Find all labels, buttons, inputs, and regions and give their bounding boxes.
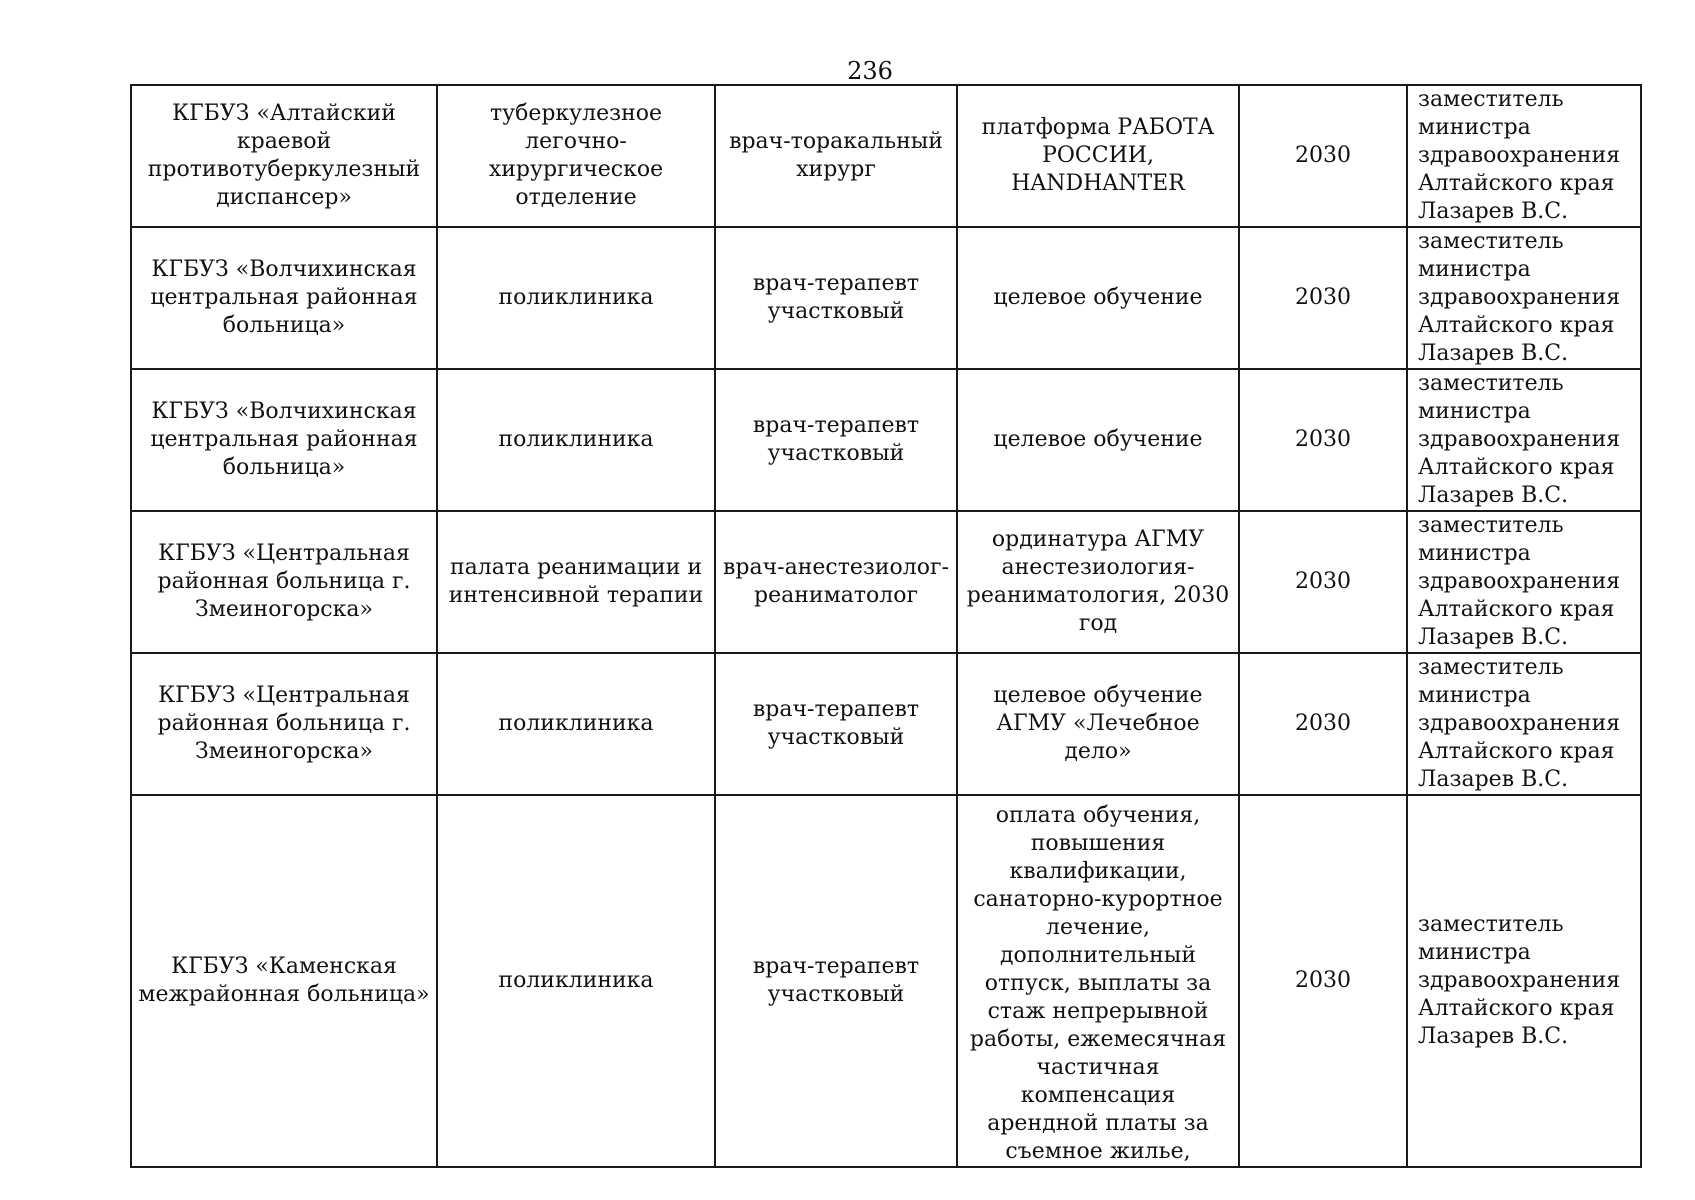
position-cell: врач-терапевт участковый: [715, 227, 957, 369]
organization-cell: КГБУЗ «Волчихинская центральная районная больница»: [131, 369, 437, 511]
department-cell: поликлиника: [437, 795, 715, 1167]
year-cell: 2030: [1239, 85, 1407, 227]
measures-cell: оплата обучения, повышения квалификации, санаторно-курортное лечение, дополнительный отпуск, выплаты за стаж непрерывной работы, ежемесячная частичная компенсация арендной платы за съемное жилье,: [957, 795, 1239, 1167]
table-row: [131, 795, 1641, 1167]
organization-cell: КГБУЗ «Центральная районная больница г. Змеиногорска»: [131, 511, 437, 653]
organization-cell: КГБУЗ «Алтайский краевой противотуберкулезный диспансер»: [131, 85, 437, 227]
department-cell: туберкулезное легочно-хирургическое отделение: [437, 85, 715, 227]
year-cell: 2030: [1239, 653, 1407, 795]
department-cell: поликлиника: [437, 227, 715, 369]
table-row: [131, 511, 1641, 653]
organization-cell: КГБУЗ «Каменская межрайонная больница»: [131, 795, 437, 1167]
responsible-cell: заместитель министра здравоохранения Алтайского края Лазарев В.С.: [1407, 511, 1641, 653]
page-number: 236: [847, 57, 893, 85]
responsible-cell: заместитель министра здравоохранения Алтайского края Лазарев В.С.: [1407, 795, 1641, 1167]
position-cell: врач-торакальный хирург: [715, 85, 957, 227]
measures-cell: ординатура АГМУ анестезиология-реаниматология, 2030 год: [957, 511, 1239, 653]
year-cell: 2030: [1239, 369, 1407, 511]
responsible-cell: заместитель министра здравоохранения Алтайского края Лазарев В.С.: [1407, 653, 1641, 795]
position-cell: врач-анестезиолог-реаниматолог: [715, 511, 957, 653]
department-cell: палата реанимации и интенсивной терапии: [437, 511, 715, 653]
table-row: [131, 369, 1641, 511]
department-cell: поликлиника: [437, 653, 715, 795]
position-cell: врач-терапевт участковый: [715, 795, 957, 1167]
responsible-cell: заместитель министра здравоохранения Алтайского края Лазарев В.С.: [1407, 227, 1641, 369]
table-row: [131, 85, 1641, 227]
measures-cell: платформа РАБОТА РОССИИ, HANDHANTER: [957, 85, 1239, 227]
responsible-cell: заместитель министра здравоохранения Алтайского края Лазарев В.С.: [1407, 369, 1641, 511]
table-row: [131, 227, 1641, 369]
department-cell: поликлиника: [437, 369, 715, 511]
table-row: [131, 653, 1641, 795]
measures-cell: целевое обучение: [957, 369, 1239, 511]
organization-cell: КГБУЗ «Центральная районная больница г. Змеиногорска»: [131, 653, 437, 795]
measures-cell: целевое обучение: [957, 227, 1239, 369]
year-cell: 2030: [1239, 227, 1407, 369]
year-cell: 2030: [1239, 795, 1407, 1167]
position-cell: врач-терапевт участковый: [715, 369, 957, 511]
measures-cell: целевое обучение АГМУ «Лечебное дело»: [957, 653, 1239, 795]
organization-cell: КГБУЗ «Волчихинская центральная районная больница»: [131, 227, 437, 369]
responsible-cell: заместитель министра здравоохранения Алтайского края Лазарев В.С.: [1407, 85, 1641, 227]
staffing-table: [130, 84, 1642, 1168]
year-cell: 2030: [1239, 511, 1407, 653]
position-cell: врач-терапевт участковый: [715, 653, 957, 795]
